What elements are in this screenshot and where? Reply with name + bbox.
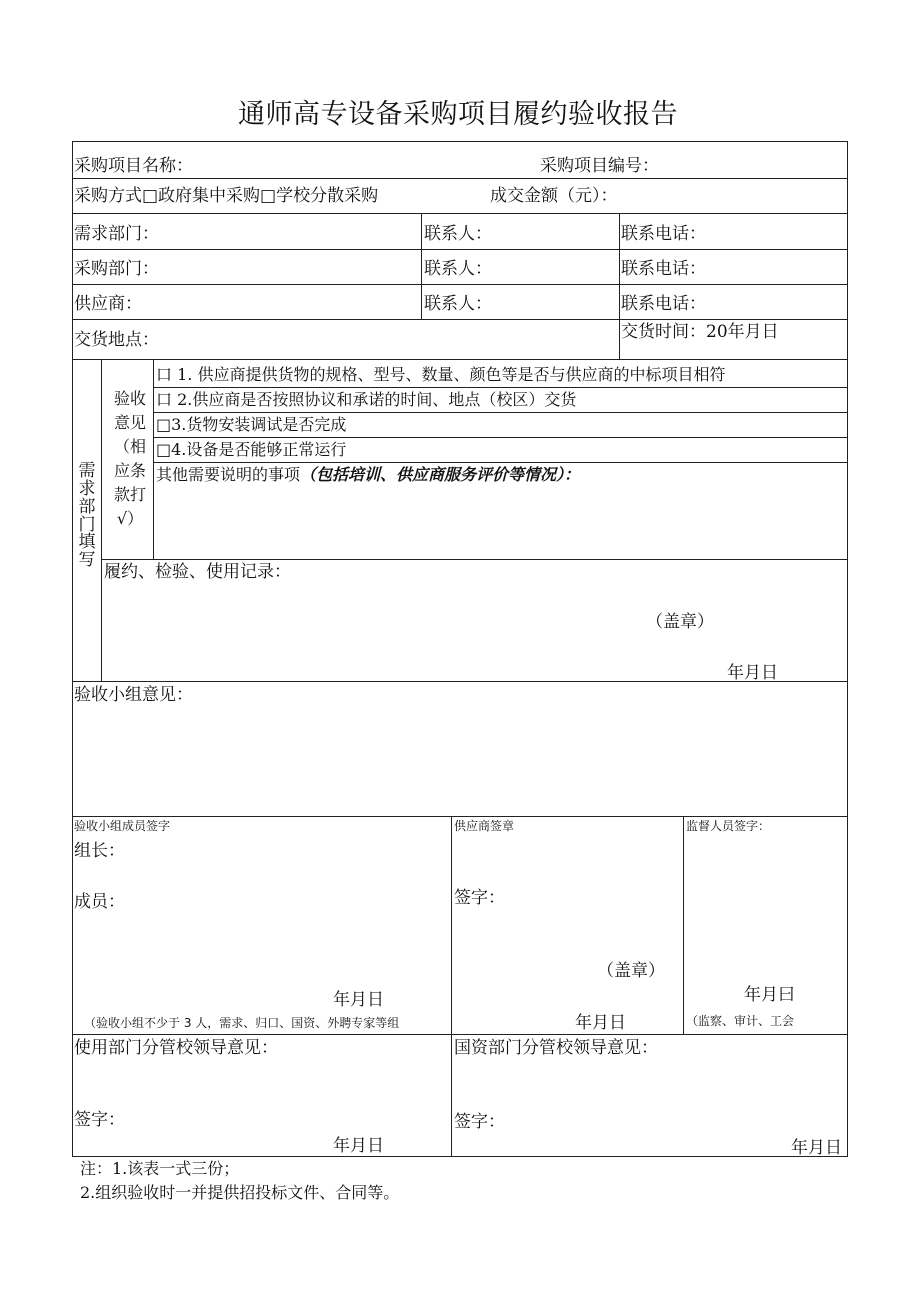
procurement-method: 采购方式□政府集中采购□学校分散采购 <box>74 186 379 206</box>
other-notes-title: 其他需要说明的事项 <box>156 465 301 484</box>
page-title: 通师高专设备采购项目履约验收报告 <box>238 99 678 130</box>
other-notes-label <box>156 467 580 483</box>
check-item-2: 口 2.供应商是否按照协议和承诺的时间、地点（校区）交货 <box>156 390 577 409</box>
leader-label: 组长： <box>74 841 125 861</box>
supervisor-sign-header: 监督人员签字： <box>686 819 771 833</box>
purchase-dept-label: 采购部门： <box>74 259 159 279</box>
members-label: 成员： <box>74 892 125 912</box>
supervisor-date: 年月曰 <box>744 985 795 1005</box>
purchase-contact-label: 联系人： <box>424 259 492 279</box>
record-label: 履约、检验、使用记录： <box>104 562 291 582</box>
asset-dept-opinion-label: 国资部门分管校领导意见： <box>454 1038 658 1058</box>
check-item-3: □3.货物安装调试是否完成 <box>156 415 347 434</box>
project-name-label: 采购项目名称： <box>74 156 193 176</box>
supplier-sign-label: 签字： <box>454 888 505 908</box>
note-1: 注：1.该表一式三份； <box>80 1159 240 1178</box>
opinion-label: 验收意见（相应条款打√） <box>113 389 146 528</box>
project-no-label: 采购项目编号： <box>540 156 659 176</box>
demand-contact-label: 联系人： <box>424 224 492 244</box>
demand-dept-label: 需求部门： <box>74 224 159 244</box>
other-notes-hint: （包括培训、供应商服务评价等情况）： <box>300 465 581 484</box>
members-note: （验收小组不少于 3 人，需求、归口、国资、外聘专家等组 <box>84 1016 400 1030</box>
demand-seal: （盖章） <box>646 612 714 632</box>
supervisor-note: （监察、审计、工会 <box>686 1014 795 1028</box>
supplier-date: 年月日 <box>575 1013 626 1033</box>
check-item-1: 口 1. 供应商提供货物的规格、型号、数量、颜色等是否与供应商的中标项目相符 <box>156 365 726 384</box>
supplier-contact-label: 联系人： <box>424 294 492 314</box>
delivery-place-label: 交货地点： <box>74 330 159 350</box>
supplier-label: 供应商： <box>74 294 142 314</box>
note-2: 2.组织验收时一并提供招投标文件、合同等。 <box>80 1183 400 1202</box>
group-opinion-label: 验收小组意见： <box>74 685 193 705</box>
asset-dept-date: 年月日 <box>791 1138 842 1158</box>
members-sign-header: 验收小组成员签字 <box>74 819 171 833</box>
supplier-phone-label: 联系电话： <box>621 294 706 314</box>
purchase-phone-label: 联系电话： <box>621 259 706 279</box>
demand-date: 年月日 <box>727 663 778 683</box>
deal-amount-label: 成交金额（元）： <box>490 186 618 206</box>
delivery-time-label: 交货时间：20年月日 <box>621 322 779 342</box>
use-dept-sign-label: 签字： <box>74 1110 125 1130</box>
asset-dept-sign-label: 签字： <box>454 1112 505 1132</box>
supplier-sign-header: 供应商签章 <box>454 819 515 833</box>
check-item-4: □4.设备是否能够正常运行 <box>156 440 347 459</box>
use-dept-date: 年月日 <box>333 1136 384 1156</box>
demand-phone-label: 联系电话： <box>621 224 706 244</box>
supplier-seal: （盖章） <box>597 961 665 981</box>
demand-side-label: 需求部门填写 <box>78 461 96 571</box>
members-date: 年月日 <box>333 990 384 1010</box>
use-dept-opinion-label: 使用部门分管校领导意见： <box>74 1038 278 1058</box>
